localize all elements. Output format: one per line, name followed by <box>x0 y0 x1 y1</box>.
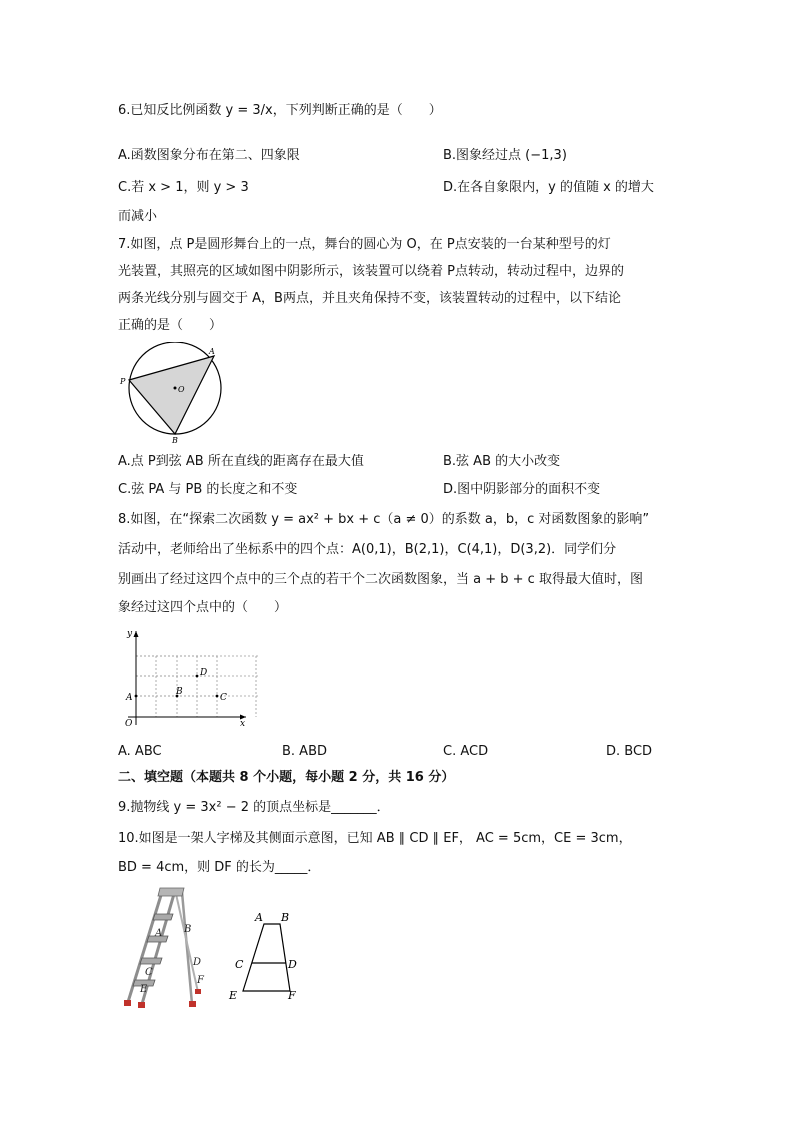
q6-stem: 6.已知反比例函数 y = 3/x，下列判断正确的是（ ） <box>118 103 442 118</box>
q8-option-d: D. BCD <box>606 744 653 759</box>
q6-option-c: C.若 x > 1，则 y > 3 <box>118 180 249 195</box>
q8-label-b: B <box>176 687 183 697</box>
q8-label-a: A <box>126 693 133 703</box>
q10-line-2: BD = 4cm，则 DF 的长为_____． <box>118 860 321 875</box>
q10-photo-label-f: F <box>197 975 204 986</box>
q7-line-4: 正确的是（ ） <box>118 318 223 333</box>
q7-line-3: 两条光线分别与圆交于 A，B两点，并且夹角保持不变，该装置转动的过程中，以下结论 <box>118 291 621 306</box>
q10-photo-label-c: C <box>145 967 153 978</box>
q8-label-d: D <box>200 668 208 678</box>
q8-line-3: 别画出了经过这四个点中的三个点的若干个二次函数图象，当 a + b + c 取得最大值时，图 <box>118 572 643 587</box>
section-2-heading: 二、填空题（本题共 8 个小题，每小题 2 分，共 16 分） <box>118 770 455 785</box>
q10-photo-label-e: E <box>140 984 148 995</box>
q8-line-1: 8.如图，在“探索二次函数 y = ax² + bx + c（a ≠ 0）的系数 a，b，c 对函数图象的影响” <box>118 512 650 527</box>
q8-label-y: y <box>127 629 133 639</box>
q7-label-b: B <box>172 436 178 445</box>
q10-label-e: E <box>229 989 238 1002</box>
q8-label-c: C <box>220 693 227 703</box>
q8-line-4: 象经过这四个点中的（ ） <box>118 600 288 615</box>
q8-label-o: O <box>125 719 133 729</box>
q7-label-p: P <box>120 377 126 386</box>
q8-label-x: x <box>240 719 246 729</box>
q7-label-a: A <box>209 347 215 356</box>
q7-option-d: D.图中阴影部分的面积不变 <box>443 482 601 497</box>
q10-photo-label-a: A <box>155 928 163 939</box>
q7-line-2: 光装置，其照亮的区域如图中阴影所示，该装置可以绕着 P点转动，转动过程中，边界的 <box>118 264 624 279</box>
q10-photo-label-b: B <box>184 924 192 935</box>
q7-label-o: O <box>178 385 185 394</box>
q8-line-2: 活动中，老师给出了坐标系中的四个点：A(0,1)，B(2,1)，C(4,1)，D(3,2)．同学们分 <box>118 542 617 557</box>
q6-option-b: B.图象经过点 (−1,3) <box>443 148 567 163</box>
q10-trapezoid-figure <box>224 904 314 1004</box>
q7-line-1: 7.如图，点 P是圆形舞台上的一点，舞台的圆心为 O，在 P点安装的一台某种型号的灯 <box>118 237 611 252</box>
q7-option-c: C.弦 PA 与 PB 的长度之和不变 <box>118 482 298 497</box>
q10-label-b: B <box>281 911 290 924</box>
q10-label-f: F <box>288 989 296 1002</box>
q8-option-b: B. ABD <box>282 744 328 759</box>
q8-option-c: C. ACD <box>443 744 489 759</box>
q10-photo-label-d: D <box>193 957 202 968</box>
q10-label-a: A <box>255 911 263 924</box>
q10-label-c: C <box>235 958 244 971</box>
q10-ladder-photo <box>118 884 210 1009</box>
q7-option-b: B.弦 AB 的大小改变 <box>443 454 561 469</box>
q7-circle-figure <box>112 342 227 447</box>
q10-label-d: D <box>288 958 297 971</box>
q6-option-a: A.函数图象分布在第二、四象限 <box>118 148 300 163</box>
q10-line-1: 10.如图是一架人字梯及其侧面示意图，已知 AB ∥ CD ∥ EF， AC = 5cm，CE = 3cm， <box>118 831 632 846</box>
q8-option-a: A. ABC <box>118 744 162 759</box>
q9-text: 9.抛物线 y = 3x² − 2 的顶点坐标是_______． <box>118 800 390 815</box>
q6-option-d: D.在各自象限内，y 的值随 x 的增大 <box>443 180 654 195</box>
q7-option-a: A.点 P到弦 AB 所在直线的距离存在最大值 <box>118 454 364 469</box>
q8-coordinate-figure <box>118 625 258 730</box>
q6-option-d-continued: 而减小 <box>118 209 158 224</box>
